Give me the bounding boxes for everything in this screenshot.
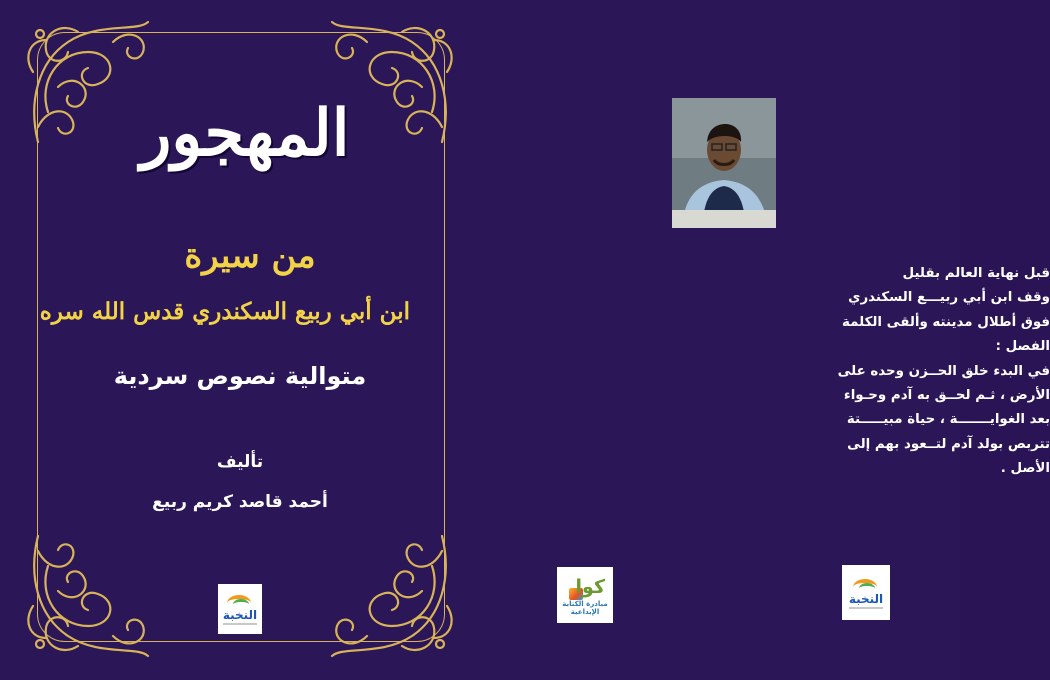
genre-line: متوالية نصوص سردية (113, 362, 367, 390)
front-cover (0, 0, 480, 680)
kwa-logo-text: كوا (575, 575, 605, 598)
author-label: تأليف (216, 452, 264, 472)
publisher-logo-text: النخبة (848, 591, 884, 606)
publisher-logo-text: النخبة (222, 608, 258, 622)
kwa-logo-caption: مبادرة الكتابة الإبداعية (562, 599, 608, 616)
blurb-line: بعد الغوايـــــــة ، حياة مبيـــــتة (846, 412, 1050, 428)
back-cover-blurb (800, 262, 1050, 482)
blurb-line: تتربص بولد آدم لتــعود بهم إلى (847, 436, 1050, 452)
blurb-line: الفصل : (995, 339, 1050, 355)
blurb-line: فوق أطلال مدينته وألقى الكلمة (842, 314, 1050, 330)
subtitle-line-1: من سيرة (184, 236, 316, 276)
nukhba-logo-icon (842, 565, 890, 620)
author-photo (672, 98, 776, 228)
blurb-line: الأصل . (1000, 461, 1050, 477)
ornament-bottom-left-icon (18, 526, 158, 666)
subtitle-line-2: ابن أبي ربيع السكندري قدس الله سره (39, 298, 410, 325)
book-title: المهجور (140, 96, 350, 171)
ornament-bottom-right-icon (322, 526, 462, 666)
blurb-line: الأرض ، ثـم لحــق به آدم وحـواء (843, 388, 1050, 404)
author-name: أحمد قاصد كريم ربيع (152, 492, 328, 512)
kwa-logo-icon (557, 567, 613, 623)
blurb-line: قبل نهاية العالم بقليل (902, 266, 1050, 281)
blurb-line: وقف ابن أبي ربيـــع السكندري (848, 290, 1050, 306)
nukhba-logo-icon (218, 584, 262, 634)
blurb-line: في البدء خلق الحــزن وحده على (837, 363, 1050, 379)
